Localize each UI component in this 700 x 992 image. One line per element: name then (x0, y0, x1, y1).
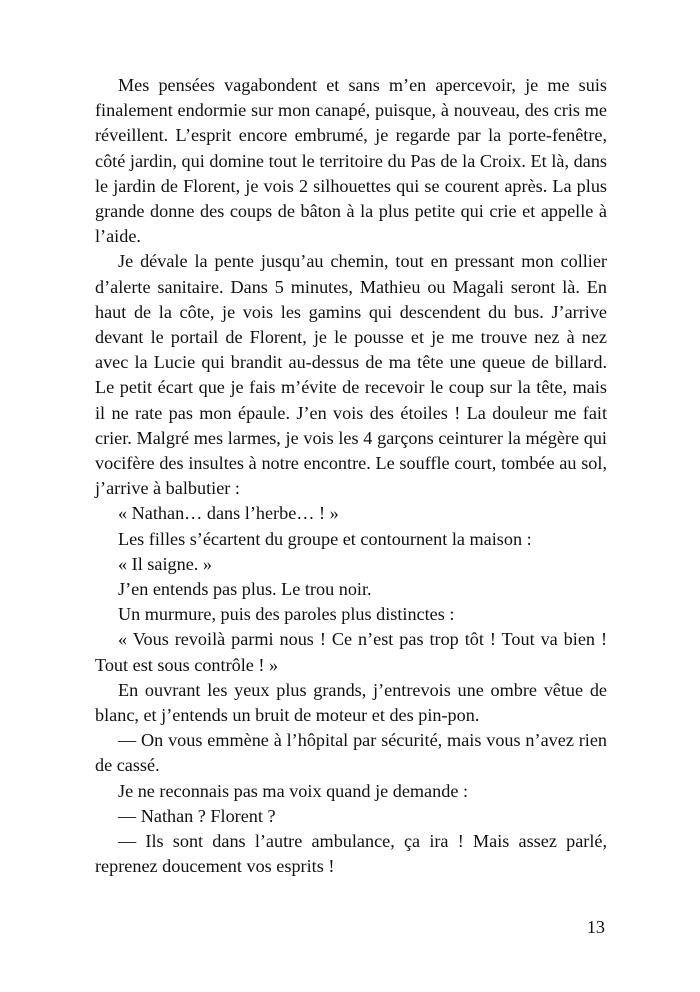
paragraph-8: « Vous revoilà parmi nous ! Ce n’est pas trop tôt ! Tout va bien ! Tout est sous contrôle ! » (95, 629, 607, 675)
paragraph-10: — On vous emmène à l’hôpital par sécurité, mais vous n’avez rien de cassé. (95, 730, 607, 776)
paragraph-6: J’en entends pas plus. Le trou noir. (118, 579, 372, 600)
paragraph-11: Je ne reconnais pas ma voix quand je demande : (118, 780, 468, 801)
page-number: 13 (586, 917, 605, 937)
paragraph-9: En ouvrant les yeux plus grands, j’entrevois une ombre vêtue de blanc, et j’entends un bruit de moteur et des pin-pon. (95, 679, 607, 726)
paragraph-4: Les filles s’écartent du groupe et contournent la maison : (118, 528, 532, 549)
paragraph-2: Je dévale la pente jusqu’au chemin, tout en pressant mon collier d’alerte sanitaire. Dans 5 minutes, Mathieu ou Magali seront là. En haut de la côte, je vois les gamins qui descendent du bus. J’arrive devant le portail de Florent, je le pousse et je me trouve nez à nez avec la Lucie qui brandit au-dessus de ma tête une queue de billard. Le petit écart que je fais m’évite de recevoir le coup sur la tête, mais il ne rate pas mon épaule. J’en vois des étoiles ! La douleur me fait crier. Malgré mes larmes, je vois les 4 garçons ceinturer la mégère qui vocifère des insultes à notre encontre. Le souffle court, tombée au sol, j’arrive à balbutier : (95, 251, 607, 499)
paragraph-12: — Nathan ? Florent ? (118, 805, 276, 826)
page-body (95, 73, 607, 880)
paragraph-1: Mes pensées vagabondent et sans m’en apercevoir, je me suis finalement endormie sur mon canapé, puisque, à nouveau, des cris me réveillent. L’esprit encore embrumé, je regarde par la porte-fenêtre, côté jardin, qui domine tout le territoire du Pas de la Croix. Et là, dans le jardin de Florent, je vois 2 silhouettes qui se courent après. La plus grande donne des coups de bâton à la plus petite qui crie et appelle à l’aide. (95, 75, 607, 247)
paragraph-7: Un murmure, puis des paroles plus distinctes : (118, 604, 455, 625)
paragraph-5: « Il saigne. » (118, 553, 212, 574)
paragraph-13: — Ils sont dans l’autre ambulance, ça ira ! Mais assez parlé, reprenez doucement vos esprits ! (95, 831, 607, 877)
paragraph-3: « Nathan… dans l’herbe… ! » (118, 503, 339, 524)
